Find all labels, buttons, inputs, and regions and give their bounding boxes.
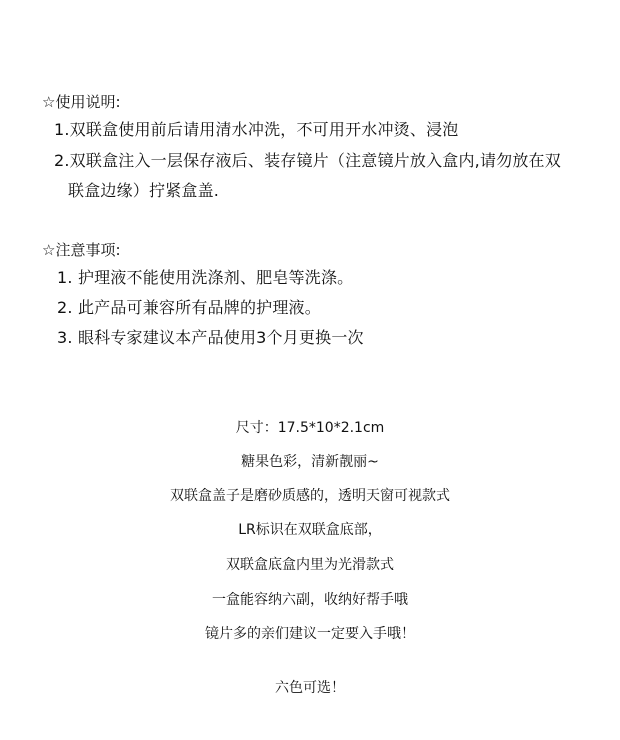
notes-item-2: 2. 此产品可兼容所有品牌的护理液。 (57, 298, 321, 317)
product-size: 尺寸：17.5*10*2.1cm (235, 420, 385, 436)
usage-title: ☆使用说明: (42, 93, 121, 111)
product-logo-line: LR标识在双联盒底部， (238, 522, 382, 538)
usage-item-2: 2.双联盒注入一层保存液后、装存镜片（注意镜片放入盒内,请勿放在双 (54, 151, 561, 170)
product-colors-line: 六色可选！ (275, 680, 345, 696)
notes-title: ☆注意事项: (42, 241, 121, 259)
notes-item-3: 3. 眼科专家建议本产品使用3个月更换一次 (57, 328, 364, 347)
notes-item-1: 1. 护理液不能使用洗涤剂、肥皂等洗涤。 (57, 268, 354, 287)
product-lid-line: 双联盒盖子是磨砂质感的，透明天窗可视款式 (170, 488, 450, 504)
product-inner-line: 双联盒底盒内里为光滑款式 (226, 557, 394, 573)
product-capacity-line: 一盒能容纳六副，收纳好帮手哦 (212, 592, 408, 608)
usage-item-2-continued: 联盒边缘）拧紧盒盖. (68, 181, 220, 200)
product-recommend-line: 镜片多的亲们建议一定要入手哦！ (205, 626, 415, 642)
usage-item-1: 1.双联盒使用前后请用清水冲洗，不可用开水冲烫、浸泡 (54, 120, 459, 139)
product-color-line: 糖果色彩，清新靓丽~ (241, 454, 379, 470)
